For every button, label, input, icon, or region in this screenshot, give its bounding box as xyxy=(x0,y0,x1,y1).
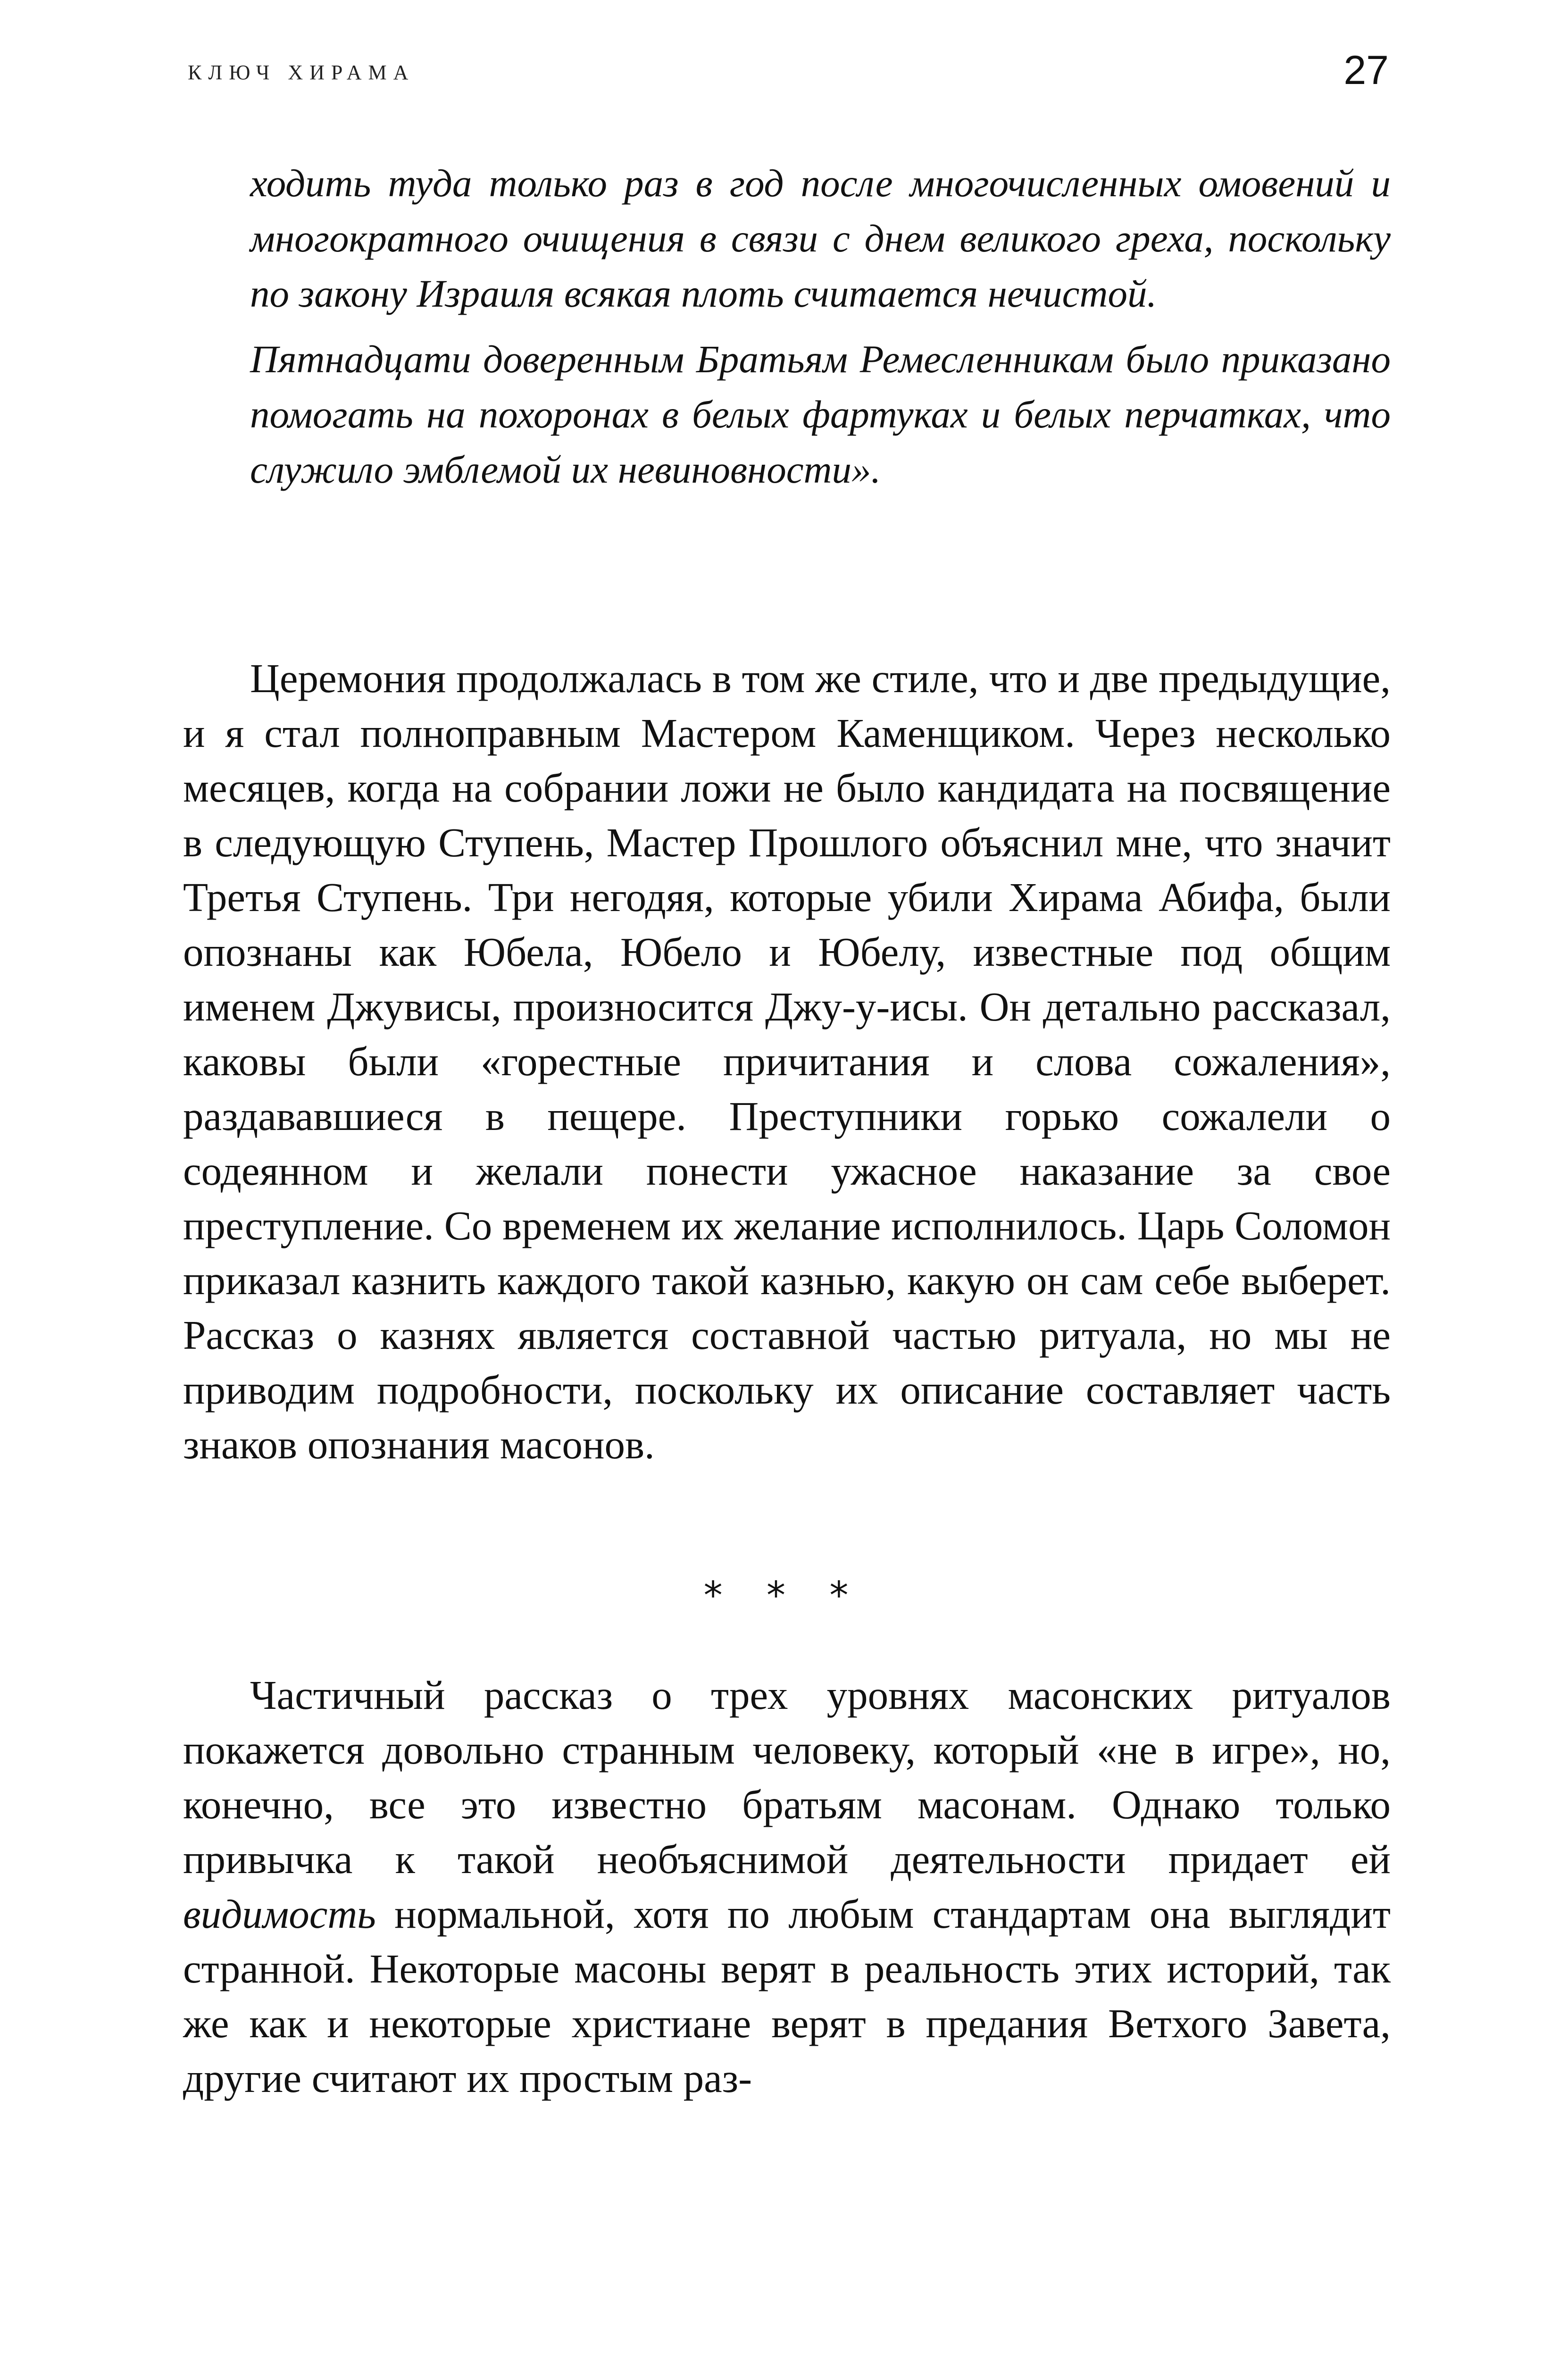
page-number: 27 xyxy=(1343,48,1389,93)
quote-paragraph: Пятнадцати доверенным Братьям Ремесленникам было приказано помогать на похоронах в белых фартуках и белых перчатках, что служило эмблемой их невиновности». xyxy=(250,337,1391,491)
section-separator: * * * xyxy=(703,1573,865,1617)
running-title: КЛЮЧ ХИРАМА xyxy=(188,61,415,84)
emphasized-word: видимость xyxy=(183,1891,376,1937)
body-paragraph-block xyxy=(183,1668,1391,2106)
quote-paragraph: ходить туда только раз в год после многочисленных омовений и многократного очищения в связи с днем великого греха, поскольку по закону Израиля всякая плоть считается нечистой. xyxy=(250,161,1391,315)
body-paragraph-block xyxy=(183,651,1391,1472)
paragraph-text: Частичный рассказ о трех уровнях масонских ритуалов покажется довольно странным человеку, который «не в игре», но, конечно, все это известно братьям масонам. Однако только привычка к такой необъяснимой деятельности придает ей xyxy=(183,1672,1391,1882)
body-paragraph xyxy=(183,1668,1391,2106)
italic-quote-block xyxy=(250,156,1391,508)
body-paragraph: Церемония продолжалась в том же стиле, что и две предыдущие, и я стал полноправным Мастером Каменщиком. Через несколько месяцев, когда на собрании ложи не было кандидата на посвящение в следующую Ступень, Мастер Прошлого объяснил мне, что значит Третья Ступень. Три негодяя, которые убили Хирама Абифа, были опознаны как Юбела, Юбело и Юбелу, известные под общим именем Джувисы, произносится Джу-у-исы. Он детально рассказал, каковы были «горестные причитания и слова сожаления», раздававшиеся в пещере. Преступники горько сожалели о содеянном и желали понести ужасное наказание за свое преступление. Со временем их желание исполнилось. Царь Соломон приказал казнить каждого такой казнью, какую он сам себе выберет. Рассказ о казнях является составной частью ритуала, но мы не приводим подробности, поскольку их описание составляет часть знаков опознания масонов. xyxy=(183,655,1391,1467)
paragraph-text: нормальной, хотя по любым стандартам она выглядит странной. Некоторые масоны верят в реальность этих историй, так же как и некоторые христиане верят в предания Ветхого Завета, другие считают их простым раз- xyxy=(183,1891,1391,2101)
